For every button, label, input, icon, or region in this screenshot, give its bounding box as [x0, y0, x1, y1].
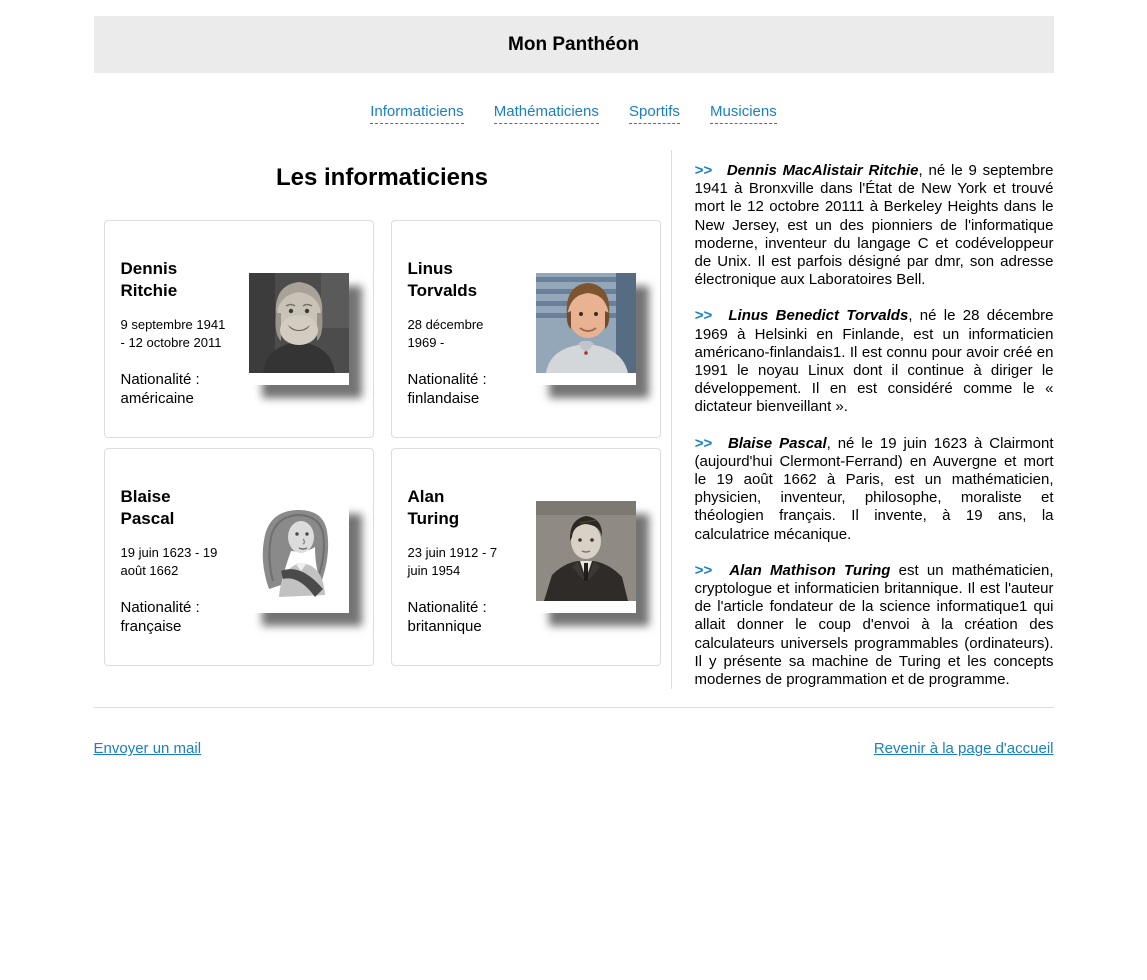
person-dates: 9 septembre 1941 - 12 octobre 2011 [120, 317, 226, 350]
person-nationality: Nationalité : française [120, 599, 200, 635]
person-nationality: Nationalité : américaine [120, 371, 200, 407]
bio-marker: >> [694, 561, 713, 579]
page-header [94, 16, 1054, 73]
main-navigation [94, 103, 1054, 120]
person-dates: 19 juin 1623 - 19 août 1662 [120, 545, 218, 578]
nav-link-sportifs[interactable]: Sportifs [629, 103, 680, 124]
portrait-blaise-pascal-photo [249, 501, 349, 613]
person-card-blaise-pascal [104, 448, 374, 666]
page-container [94, 16, 1054, 757]
person-nationality: Nationalité : finlandaise [407, 371, 487, 407]
bio-person-name: Linus Benedict Torvalds [728, 307, 909, 325]
cards-column [94, 150, 671, 689]
site-title: Mon Panthéon [508, 33, 639, 55]
bio-text: , né le 28 décembre 1969 à Helsinki en Finlande, est un informaticien américano-finlandais1. Il est connu pour avoir créé en 1991 le noyau Linux dont il continue à diriger le développement. Il en est considéré comme le « dictateur bienveillant ». [694, 307, 1054, 416]
nav-link-informaticiens[interactable]: Informaticiens [370, 103, 463, 124]
bio-dennis-ritchie [695, 162, 1054, 289]
nav-link-mathematiciens[interactable]: Mathématiciens [494, 103, 599, 124]
bios-column [671, 150, 1054, 689]
card-text [121, 237, 249, 421]
portrait-dennis-ritchie-photo [249, 273, 349, 385]
card-text [408, 237, 536, 421]
bio-person-name: Blaise Pascal [727, 434, 827, 452]
nav-link-musiciens[interactable]: Musiciens [710, 103, 777, 124]
main-content [94, 150, 1054, 708]
portrait-linus-torvalds-photo [536, 273, 636, 385]
person-dates: 28 décembre 1969 - [407, 317, 484, 350]
bio-text: , né le 9 septembre 1941 à Bronxville dans l'État de New York et trouvé mort le 12 octobre 20111 à Berkeley Heights dans le New Jersey, est un des pionniers de l'informatique moderne, inventeur du langage C et codéveloppeur de Unix. Il est parfois désigné par dmr, son adresse électronique aux Laboratoires Bell. [694, 162, 1054, 289]
person-name: Blaise Pascal [120, 487, 175, 528]
bio-linus-torvalds [695, 307, 1054, 416]
bio-person-name: Dennis MacAlistair Ritchie [726, 162, 919, 179]
card-text [408, 465, 536, 649]
back-home-link[interactable]: Revenir à la page d'accueil [873, 740, 1054, 758]
person-name: Alan Turing [407, 487, 460, 528]
person-nationality: Nationalité : britannique [407, 599, 487, 635]
bio-marker: >> [694, 162, 713, 179]
person-card-alan-turing [391, 448, 661, 666]
card-text [121, 465, 249, 649]
person-name: Dennis Ritchie [120, 259, 178, 300]
bio-marker: >> [694, 307, 713, 325]
cards-grid [94, 220, 671, 666]
section-heading: Les informaticiens [275, 164, 489, 191]
page-footer [94, 740, 1054, 757]
bio-person-name: Alan Mathison Turing [729, 561, 891, 579]
bio-marker: >> [694, 434, 713, 452]
bio-alan-turing [695, 562, 1054, 689]
bio-text: est un mathématicien, cryptologue et informaticien britannique. Il est l'auteur de l'article fondateur de la science informatique1 qui allait donner le coup d'envoi à la création des calculateurs universels programmables (ordinateurs). Il y présente sa machine de Turing et les concepts modernes de programmation et de programme. [694, 561, 1054, 689]
bio-text: , né le 19 juin 1623 à Clairmont (aujourd'hui Clermont-Ferrand) en Auvergne et mort le 19 août 1662 à Paris, est un mathématicien, physicien, inventeur, philosophe, moraliste et théologien français. Il invente, à 19 ans, la calculatrice mécanique. [694, 434, 1054, 543]
bio-blaise-pascal [695, 435, 1054, 544]
person-card-linus-torvalds [391, 220, 661, 438]
send-mail-link[interactable]: Envoyer un mail [93, 740, 202, 758]
person-name: Linus Torvalds [407, 259, 478, 300]
portrait-alan-turing-photo [536, 501, 636, 613]
person-dates: 23 juin 1912 - 7 juin 1954 [407, 545, 498, 578]
person-card-dennis-ritchie [104, 220, 374, 438]
